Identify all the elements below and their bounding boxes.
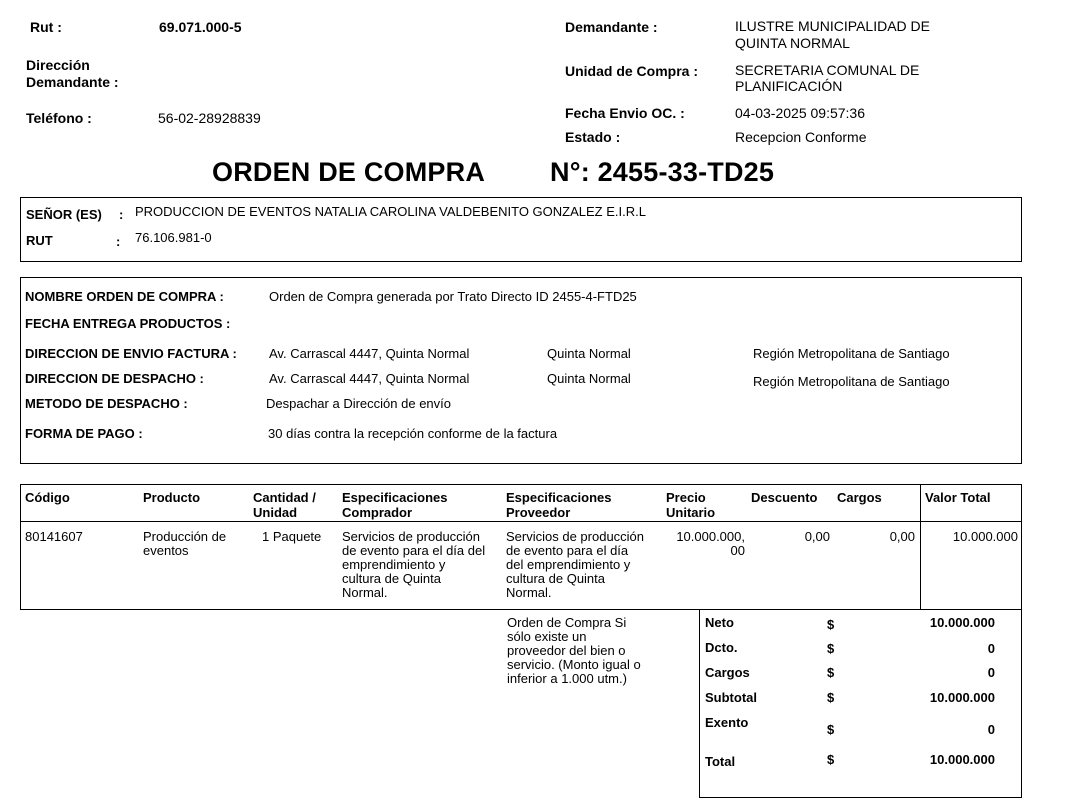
cell-esp-comprador-line: de evento para el día del bbox=[342, 543, 486, 558]
dcto-label: Dcto. bbox=[705, 640, 738, 655]
col-header-cantidad-line1: Cantidad / bbox=[253, 490, 316, 505]
unidad-label: Unidad de Compra : bbox=[565, 63, 699, 79]
neto-value: 10.000.000 bbox=[929, 615, 995, 630]
document-title: ORDEN DE COMPRA bbox=[212, 157, 486, 187]
despacho-address: Av. Carrascal 4447, Quinta Normal bbox=[269, 371, 470, 386]
col-header-esp-comprador bbox=[342, 490, 448, 520]
note-line: Orden de Compra Si bbox=[507, 615, 627, 630]
unidad-value bbox=[735, 62, 919, 94]
col-header-codigo: Código bbox=[25, 490, 70, 505]
col-header-esp-comprador-line1: Especificaciones bbox=[342, 490, 448, 505]
trato-directo-note bbox=[507, 616, 641, 686]
demandante-label: Demandante : bbox=[565, 19, 658, 35]
despacho-region: Región Metropolitana de Santiago bbox=[753, 374, 950, 389]
nombre-orden-value: Orden de Compra generada por Trato Directo ID 2455-4-FTD25 bbox=[269, 289, 637, 304]
total-label: Total bbox=[705, 754, 736, 769]
estado-value: Recepcion Conforme bbox=[735, 129, 867, 145]
telefono-value: 56-02-28928839 bbox=[158, 110, 261, 126]
forma-pago-label: FORMA DE PAGO : bbox=[25, 426, 143, 441]
senor-value: PRODUCCION DE EVENTOS NATALIA CAROLINA VALDEBENITO GONZALEZ E.I.R.L bbox=[135, 204, 646, 219]
fecha-entrega-label: FECHA ENTREGA PRODUCTOS : bbox=[25, 316, 231, 331]
supplier-rut-separator: : bbox=[116, 234, 121, 249]
supplier-rut-label: RUT bbox=[26, 233, 53, 248]
col-header-esp-proveedor-line2: Proveedor bbox=[506, 505, 571, 520]
col-header-precio-line2: Unitario bbox=[666, 505, 716, 520]
total-value: 10.000.000 bbox=[929, 752, 995, 767]
exento-value: 0 bbox=[987, 722, 995, 737]
col-header-precio-line1: Precio bbox=[666, 490, 706, 505]
estado-label: Estado : bbox=[565, 129, 621, 145]
subtotal-value: 10.000.000 bbox=[929, 690, 995, 705]
demandante-value-line1: ILUSTRE MUNICIPALIDAD DE bbox=[735, 18, 930, 34]
col-header-esp-proveedor-line1: Especificaciones bbox=[506, 490, 612, 505]
rut-label: Rut : bbox=[30, 19, 62, 35]
fecha-envio-label: Fecha Envio OC. : bbox=[565, 105, 685, 121]
col-header-cantidad bbox=[253, 490, 316, 520]
table-right-border bbox=[1021, 484, 1022, 609]
neto-label: Neto bbox=[705, 615, 734, 630]
senor-label: SEÑOR (ES) bbox=[26, 207, 102, 222]
cell-esp-proveedor-line: Servicios de producción bbox=[506, 529, 645, 544]
totals-right-border bbox=[1021, 609, 1022, 798]
table-col-divider bbox=[920, 484, 921, 609]
unidad-value-line2: PLANIFICACIÓN bbox=[735, 78, 843, 94]
cell-esp-comprador-line: emprendimiento y bbox=[342, 557, 446, 572]
cell-cantidad: 1 Paquete bbox=[262, 529, 322, 544]
dcto-currency: $ bbox=[827, 641, 835, 656]
cell-producto-line2: eventos bbox=[143, 543, 189, 558]
exento-currency: $ bbox=[827, 722, 835, 737]
demandante-value bbox=[735, 18, 930, 52]
subtotal-currency: $ bbox=[827, 690, 835, 705]
metodo-despacho-label: METODO DE DESPACHO : bbox=[25, 396, 188, 411]
cell-codigo: 80141607 bbox=[25, 529, 83, 544]
dcto-value: 0 bbox=[987, 641, 995, 656]
col-header-cantidad-line2: Unidad bbox=[253, 505, 298, 520]
subtotal-label: Subtotal bbox=[705, 690, 757, 705]
cell-precio-line2: 00 bbox=[730, 543, 745, 558]
cell-esp-comprador bbox=[342, 530, 485, 600]
direccion-label-line1: Dirección bbox=[26, 57, 90, 73]
cell-precio-line1: 10.000.000, bbox=[676, 529, 745, 544]
cargos-currency: $ bbox=[827, 665, 835, 680]
unidad-value-line1: SECRETARIA COMUNAL DE bbox=[735, 62, 920, 78]
totals-bottom-border bbox=[699, 797, 1022, 798]
cell-esp-comprador-line: Servicios de producción bbox=[342, 529, 481, 544]
cell-esp-proveedor bbox=[506, 530, 644, 600]
cell-esp-comprador-line: cultura de Quinta bbox=[342, 571, 442, 586]
rut-value: 69.071.000-5 bbox=[159, 19, 242, 35]
envio-factura-address: Av. Carrascal 4447, Quinta Normal bbox=[269, 346, 470, 361]
cell-valor-total: 10.000.000 bbox=[952, 529, 1018, 544]
col-header-valor-total: Valor Total bbox=[925, 490, 991, 505]
col-header-esp-proveedor bbox=[506, 490, 612, 520]
metodo-despacho-value: Despachar a Dirección de envío bbox=[266, 396, 451, 411]
order-number: N°: 2455-33-TD25 bbox=[550, 157, 775, 187]
despacho-comuna: Quinta Normal bbox=[547, 371, 631, 386]
cell-producto bbox=[143, 530, 226, 558]
cell-producto-line1: Producción de bbox=[143, 529, 227, 544]
supplier-rut-value: 76.106.981-0 bbox=[135, 230, 212, 245]
col-header-descuento: Descuento bbox=[751, 490, 818, 505]
fecha-envio-value: 04-03-2025 09:57:36 bbox=[735, 105, 865, 121]
despacho-label: DIRECCION DE DESPACHO : bbox=[25, 371, 204, 386]
cell-esp-proveedor-line: de evento para el día bbox=[506, 543, 629, 558]
envio-factura-label: DIRECCION DE ENVIO FACTURA : bbox=[25, 346, 237, 361]
note-line: sólo existe un bbox=[507, 629, 587, 644]
demandante-value-line2: QUINTA NORMAL bbox=[735, 35, 850, 51]
cell-descuento: 0,00 bbox=[804, 529, 830, 544]
forma-pago-value: 30 días contra la recepción conforme de la factura bbox=[268, 426, 558, 441]
cell-esp-proveedor-line: Normal. bbox=[506, 585, 552, 600]
table-row-border bbox=[20, 609, 1022, 610]
table-top-border bbox=[20, 484, 1022, 485]
table-left-border bbox=[20, 484, 21, 609]
senor-separator: : bbox=[119, 207, 124, 222]
envio-factura-region: Región Metropolitana de Santiago bbox=[753, 346, 950, 361]
note-line: proveedor del bien o bbox=[507, 643, 626, 658]
cell-esp-comprador-line: Normal. bbox=[342, 585, 388, 600]
telefono-label: Teléfono : bbox=[26, 110, 92, 126]
totals-left-border bbox=[699, 609, 700, 798]
col-header-esp-comprador-line2: Comprador bbox=[342, 505, 413, 520]
direccion-label-line2: Demandante : bbox=[26, 74, 119, 90]
col-header-precio bbox=[666, 490, 715, 520]
neto-currency: $ bbox=[827, 617, 835, 632]
cell-cargos: 0,00 bbox=[889, 529, 915, 544]
envio-factura-comuna: Quinta Normal bbox=[547, 346, 631, 361]
direccion-label bbox=[26, 57, 119, 91]
cargos-label: Cargos bbox=[705, 665, 750, 680]
cell-esp-proveedor-line: cultura de Quinta bbox=[506, 571, 606, 586]
cell-precio bbox=[660, 530, 745, 558]
note-line: inferior a 1.000 utm.) bbox=[507, 671, 627, 686]
table-header-border bbox=[20, 521, 1022, 522]
cell-esp-proveedor-line: del emprendimiento y bbox=[506, 557, 631, 572]
exento-label: Exento bbox=[705, 715, 749, 730]
note-line: servicio. (Monto igual o bbox=[507, 657, 641, 672]
col-header-cargos: Cargos bbox=[837, 490, 882, 505]
cargos-value: 0 bbox=[987, 665, 995, 680]
nombre-orden-label: NOMBRE ORDEN DE COMPRA : bbox=[25, 289, 224, 304]
total-currency: $ bbox=[827, 752, 835, 767]
col-header-producto: Producto bbox=[143, 490, 201, 505]
